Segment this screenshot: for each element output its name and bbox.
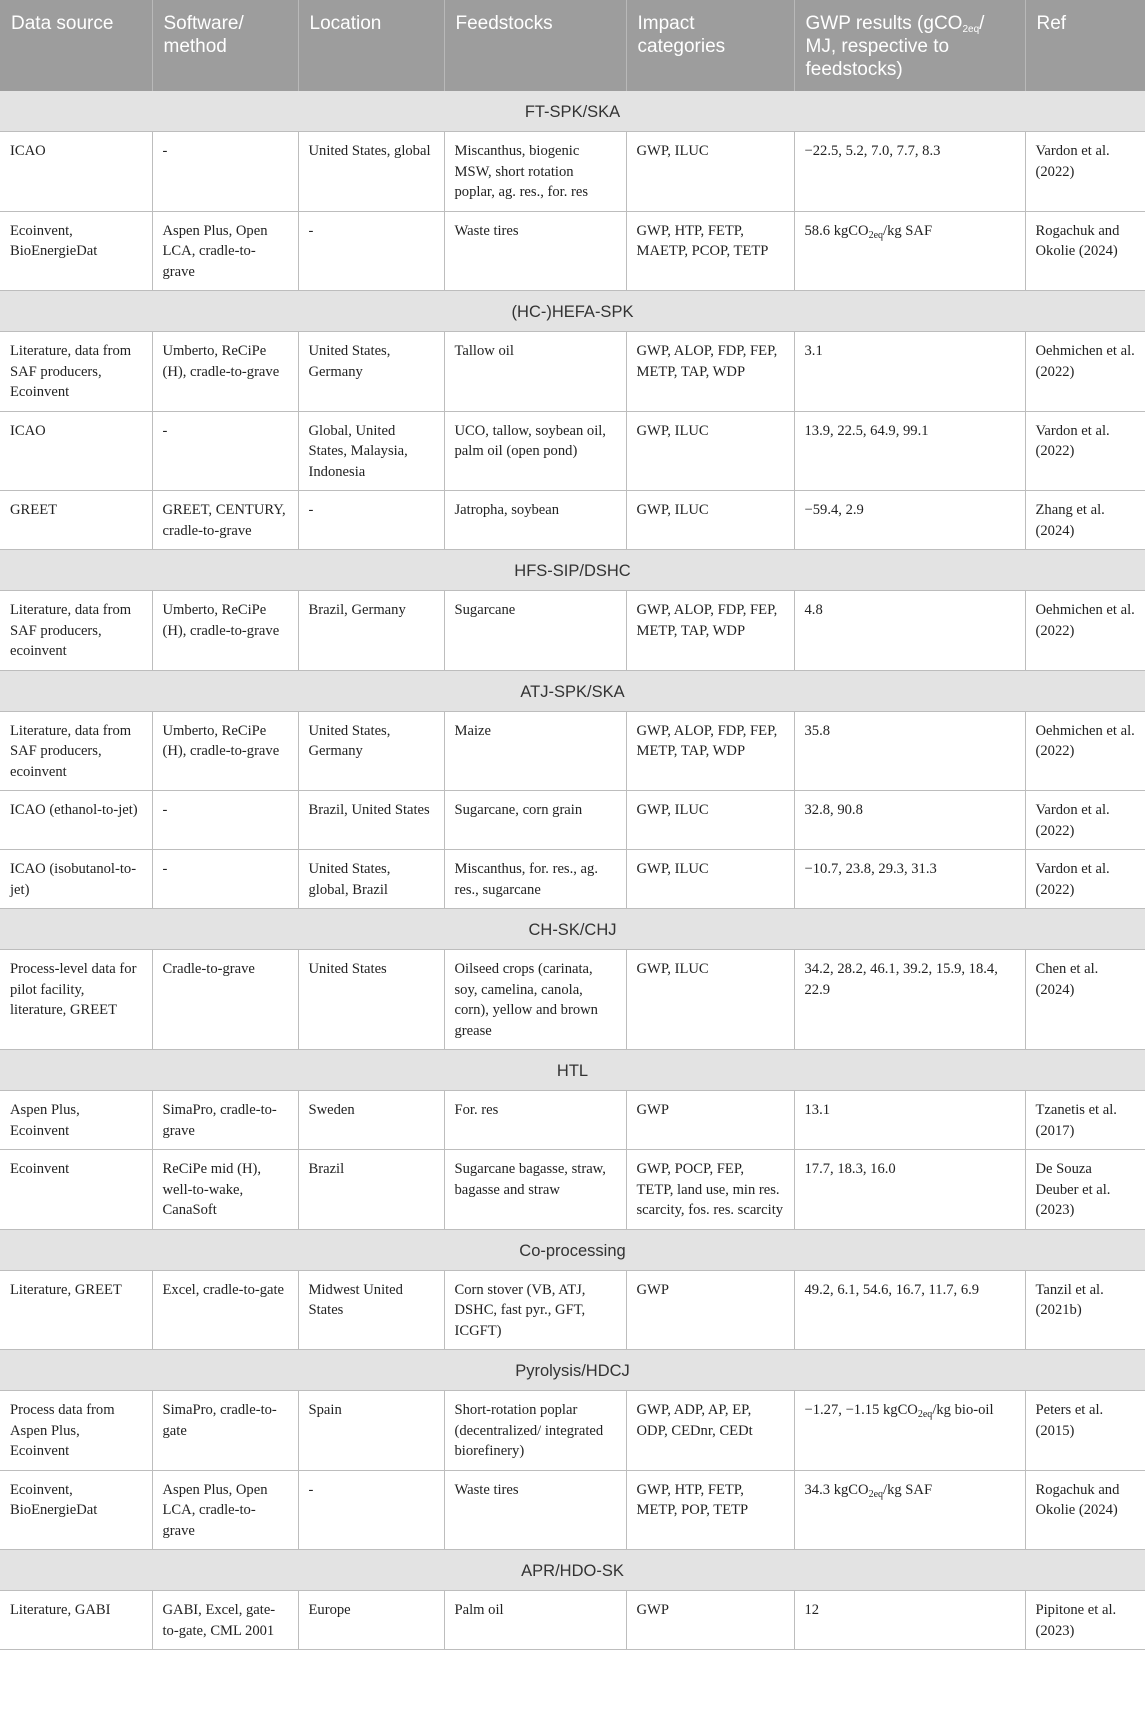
section-row: [0, 291, 1145, 332]
cell-ref: Chen et al. (2024): [1025, 950, 1145, 1050]
cell-feedstocks: UCO, tallow, soybean oil, palm oil (open pond): [444, 411, 626, 491]
cell-feedstocks: Oilseed crops (carinata, soy, camelina, canola, corn), yellow and brown grease: [444, 950, 626, 1050]
cell-data-source: Ecoinvent: [0, 1150, 152, 1230]
cell-impact-categories: GWP, ALOP, FDP, FEP, METP, TAP, WDP: [626, 332, 794, 412]
cell-software-method: GREET, CENTURY, cradle-to-grave: [152, 491, 298, 550]
cell-software-method: -: [152, 411, 298, 491]
section-row: [0, 1229, 1145, 1270]
table-row: [0, 711, 1145, 791]
table-row: [0, 1091, 1145, 1150]
cell-ref: Oehmichen et al. (2022): [1025, 711, 1145, 791]
cell-gwp-results: [794, 1270, 1025, 1350]
cell-ref: Pipitone et al. (2023): [1025, 1591, 1145, 1650]
cell-impact-categories: GWP, ILUC: [626, 950, 794, 1050]
header-row: [0, 0, 1145, 91]
cell-gwp-results: [794, 950, 1025, 1050]
cell-data-source: Literature, data from SAF producers, Ecoinvent: [0, 332, 152, 412]
gwp-value: −59.4, 2.9: [804, 502, 864, 518]
cell-location: United States, Germany: [298, 711, 444, 791]
gwp-unit-suffix: /kg SAF: [883, 1481, 933, 1498]
cell-ref: Rogachuk and Okolie (2024): [1025, 211, 1145, 291]
gwp-value: 13.1: [804, 1102, 831, 1118]
cell-ref: Vardon et al. (2022): [1025, 132, 1145, 212]
cell-location: United States, global: [298, 132, 444, 212]
table-row: [0, 1470, 1145, 1550]
cell-gwp-results: [794, 132, 1025, 212]
cell-gwp-results: [794, 1591, 1025, 1650]
cell-ref: Tzanetis et al. (2017): [1025, 1091, 1145, 1150]
gwp-value: 17.7, 18.3, 16.0: [804, 1161, 896, 1177]
cell-software-method: GABI, Excel, gate-to-gate, CML 2001: [152, 1591, 298, 1650]
cell-software-method: Aspen Plus, Open LCA, cradle-to-grave: [152, 211, 298, 291]
gwp-value: 4.8: [804, 602, 823, 618]
cell-gwp-results: [794, 711, 1025, 791]
gwp-value: 58.6 kgCO: [804, 222, 869, 239]
section-title: HFS-SIP/DSHC: [0, 550, 1145, 591]
gwp-value: 13.9, 22.5, 64.9, 99.1: [804, 422, 929, 439]
section-title: CH-SK/CHJ: [0, 909, 1145, 950]
cell-software-method: Umberto, ReCiPe (H), cradle-to-grave: [152, 332, 298, 412]
section-row: [0, 1050, 1145, 1091]
cell-location: -: [298, 491, 444, 550]
cell-feedstocks: Waste tires: [444, 1470, 626, 1550]
cell-location: -: [298, 211, 444, 291]
gwp-unit-subscript: 2eq: [868, 229, 884, 241]
header-data-source: Data source: [0, 0, 152, 91]
cell-feedstocks: Waste tires: [444, 211, 626, 291]
section-title: FT-SPK/SKA: [0, 91, 1145, 132]
cell-impact-categories: GWP, ILUC: [626, 411, 794, 491]
section-row: [0, 1350, 1145, 1391]
gwp-unit-suffix: /kg SAF: [883, 222, 933, 239]
cell-location: Global, United States, Malaysia, Indonesia: [298, 411, 444, 491]
cell-location: Sweden: [298, 1091, 444, 1150]
cell-software-method: Umberto, ReCiPe (H), cradle-to-grave: [152, 591, 298, 671]
gwp-value: −1.27, −1.15 kgCO: [804, 1402, 918, 1418]
cell-impact-categories: GWP, ILUC: [626, 850, 794, 909]
table-body: [0, 91, 1145, 1650]
cell-impact-categories: GWP: [626, 1091, 794, 1150]
cell-location: Spain: [298, 1391, 444, 1471]
gwp-value: −10.7, 23.8, 29.3, 31.3: [804, 861, 937, 877]
cell-feedstocks: Short-rotation poplar (decentralized/ integrated biorefinery): [444, 1391, 626, 1471]
cell-ref: Zhang et al. (2024): [1025, 491, 1145, 550]
table-header: [0, 0, 1145, 91]
cell-feedstocks: Palm oil: [444, 1591, 626, 1650]
gwp-unit-suffix: /kg bio-oil: [932, 1402, 994, 1418]
cell-location: Brazil, Germany: [298, 591, 444, 671]
cell-feedstocks: Sugarcane, corn grain: [444, 791, 626, 850]
table-row: [0, 1270, 1145, 1350]
header-ref: Ref: [1025, 0, 1145, 91]
section-title: APR/HDO-SK: [0, 1550, 1145, 1591]
table-row: [0, 1591, 1145, 1650]
table-row: [0, 950, 1145, 1050]
cell-software-method: Excel, cradle-to-gate: [152, 1270, 298, 1350]
cell-ref: Rogachuk and Okolie (2024): [1025, 1470, 1145, 1550]
cell-software-method: ReCiPe mid (H), well-to-wake, CanaSoft: [152, 1150, 298, 1230]
cell-feedstocks: Tallow oil: [444, 332, 626, 412]
cell-data-source: Process data from Aspen Plus, Ecoinvent: [0, 1391, 152, 1471]
gwp-value: 3.1: [804, 343, 823, 359]
table-row: [0, 1391, 1145, 1471]
cell-gwp-results: [794, 1091, 1025, 1150]
table-row: [0, 332, 1145, 412]
table-row: [0, 132, 1145, 212]
cell-data-source: Process-level data for pilot facility, literature, GREET: [0, 950, 152, 1050]
cell-location: United States: [298, 950, 444, 1050]
table-row: [0, 491, 1145, 550]
table-row: [0, 850, 1145, 909]
cell-impact-categories: GWP, HTP, FETP, MAETP, PCOP, TETP: [626, 211, 794, 291]
cell-feedstocks: Maize: [444, 711, 626, 791]
section-row: [0, 550, 1145, 591]
header-gwp-subscript: 2eq: [962, 24, 980, 35]
cell-gwp-results: [794, 791, 1025, 850]
cell-data-source: Literature, GREET: [0, 1270, 152, 1350]
cell-impact-categories: GWP, ILUC: [626, 132, 794, 212]
table-row: [0, 211, 1145, 291]
cell-gwp-results: [794, 1470, 1025, 1550]
cell-data-source: ICAO: [0, 411, 152, 491]
gwp-value: 32.8, 90.8: [804, 802, 863, 818]
cell-feedstocks: Jatropha, soybean: [444, 491, 626, 550]
cell-data-source: Literature, data from SAF producers, ecoinvent: [0, 711, 152, 791]
section-row: [0, 1550, 1145, 1591]
gwp-value: 49.2, 6.1, 54.6, 16.7, 11.7, 6.9: [804, 1281, 980, 1298]
cell-software-method: -: [152, 850, 298, 909]
cell-location: -: [298, 1470, 444, 1550]
header-gwp-suffix: / MJ, respective to feedstocks): [805, 13, 985, 80]
section-row: [0, 670, 1145, 711]
cell-location: Brazil, United States: [298, 791, 444, 850]
cell-impact-categories: GWP: [626, 1591, 794, 1650]
cell-data-source: ICAO (ethanol-to-jet): [0, 791, 152, 850]
cell-feedstocks: Sugarcane bagasse, straw, bagasse and straw: [444, 1150, 626, 1230]
cell-location: Midwest United States: [298, 1270, 444, 1350]
cell-gwp-results: [794, 332, 1025, 412]
cell-impact-categories: GWP, ALOP, FDP, FEP, METP, TAP, WDP: [626, 711, 794, 791]
table-row: [0, 1150, 1145, 1230]
cell-data-source: ICAO: [0, 132, 152, 212]
cell-gwp-results: [794, 591, 1025, 671]
gwp-value: −22.5, 5.2, 7.0, 7.7, 8.3: [804, 143, 941, 159]
section-title: (HC-)HEFA-SPK: [0, 291, 1145, 332]
table-row: [0, 591, 1145, 671]
table-row: [0, 791, 1145, 850]
cell-feedstocks: Miscanthus, for. res., ag. res., sugarcane: [444, 850, 626, 909]
cell-ref: Tanzil et al. (2021b): [1025, 1270, 1145, 1350]
header-software-method: Software/ method: [152, 0, 298, 91]
cell-software-method: SimaPro, cradle-to-grave: [152, 1091, 298, 1150]
cell-software-method: -: [152, 791, 298, 850]
cell-feedstocks: Miscanthus, biogenic MSW, short rotation poplar, ag. res., for. res: [444, 132, 626, 212]
cell-software-method: -: [152, 132, 298, 212]
cell-impact-categories: GWP, ILUC: [626, 791, 794, 850]
cell-software-method: Cradle-to-grave: [152, 950, 298, 1050]
cell-data-source: Literature, GABI: [0, 1591, 152, 1650]
cell-data-source: GREET: [0, 491, 152, 550]
cell-ref: Peters et al. (2015): [1025, 1391, 1145, 1471]
cell-location: Europe: [298, 1591, 444, 1650]
section-title: Co-processing: [0, 1229, 1145, 1270]
section-title: Pyrolysis/HDCJ: [0, 1350, 1145, 1391]
cell-feedstocks: For. res: [444, 1091, 626, 1150]
cell-location: Brazil: [298, 1150, 444, 1230]
cell-gwp-results: [794, 491, 1025, 550]
cell-data-source: Literature, data from SAF producers, ecoinvent: [0, 591, 152, 671]
section-title: HTL: [0, 1050, 1145, 1091]
cell-impact-categories: GWP, ILUC: [626, 491, 794, 550]
cell-impact-categories: GWP, ALOP, FDP, FEP, METP, TAP, WDP: [626, 591, 794, 671]
cell-ref: De Souza Deuber et al. (2023): [1025, 1150, 1145, 1230]
cell-software-method: Aspen Plus, Open LCA, cradle-to-grave: [152, 1470, 298, 1550]
cell-impact-categories: GWP, HTP, FETP, METP, POP, TETP: [626, 1470, 794, 1550]
cell-ref: Oehmichen et al. (2022): [1025, 591, 1145, 671]
gwp-value: 35.8: [804, 722, 831, 739]
section-row: [0, 91, 1145, 132]
cell-impact-categories: GWP, ADP, AP, EP, ODP, CEDnr, CEDt: [626, 1391, 794, 1471]
cell-ref: Vardon et al. (2022): [1025, 791, 1145, 850]
gwp-unit-subscript: 2eq: [868, 1488, 884, 1500]
gwp-value: 12: [804, 1602, 820, 1618]
section-row: [0, 909, 1145, 950]
gwp-value: 34.3 kgCO: [804, 1481, 869, 1498]
cell-ref: Vardon et al. (2022): [1025, 850, 1145, 909]
cell-feedstocks: Corn stover (VB, ATJ, DSHC, fast pyr., GFT, ICGFT): [444, 1270, 626, 1350]
cell-ref: Oehmichen et al. (2022): [1025, 332, 1145, 412]
cell-impact-categories: GWP: [626, 1270, 794, 1350]
cell-software-method: Umberto, ReCiPe (H), cradle-to-grave: [152, 711, 298, 791]
header-impact-categories: Impact categories: [626, 0, 794, 91]
cell-data-source: Ecoinvent, BioEnergieDat: [0, 1470, 152, 1550]
header-gwp-prefix: GWP results (gCO: [805, 13, 963, 34]
gwp-unit-subscript: 2eq: [917, 1409, 933, 1420]
header-location: Location: [298, 0, 444, 91]
cell-gwp-results: [794, 850, 1025, 909]
gwp-value: 34.2, 28.2, 46.1, 39.2, 15.9, 18.4, 22.9: [804, 961, 998, 998]
cell-gwp-results: [794, 411, 1025, 491]
cell-feedstocks: Sugarcane: [444, 591, 626, 671]
cell-location: United States, global, Brazil: [298, 850, 444, 909]
cell-data-source: Ecoinvent, BioEnergieDat: [0, 211, 152, 291]
cell-data-source: Aspen Plus, Ecoinvent: [0, 1091, 152, 1150]
cell-gwp-results: [794, 1150, 1025, 1230]
cell-gwp-results: [794, 1391, 1025, 1471]
header-gwp-results: [794, 0, 1025, 91]
cell-gwp-results: [794, 211, 1025, 291]
header-feedstocks: Feedstocks: [444, 0, 626, 91]
cell-data-source: ICAO (isobutanol-to-jet): [0, 850, 152, 909]
cell-impact-categories: GWP, POCP, FEP, TETP, land use, min res. scarcity, fos. res. scarcity: [626, 1150, 794, 1230]
section-title: ATJ-SPK/SKA: [0, 670, 1145, 711]
table-row: [0, 411, 1145, 491]
cell-software-method: SimaPro, cradle-to-gate: [152, 1391, 298, 1471]
cell-location: United States, Germany: [298, 332, 444, 412]
cell-ref: Vardon et al. (2022): [1025, 411, 1145, 491]
